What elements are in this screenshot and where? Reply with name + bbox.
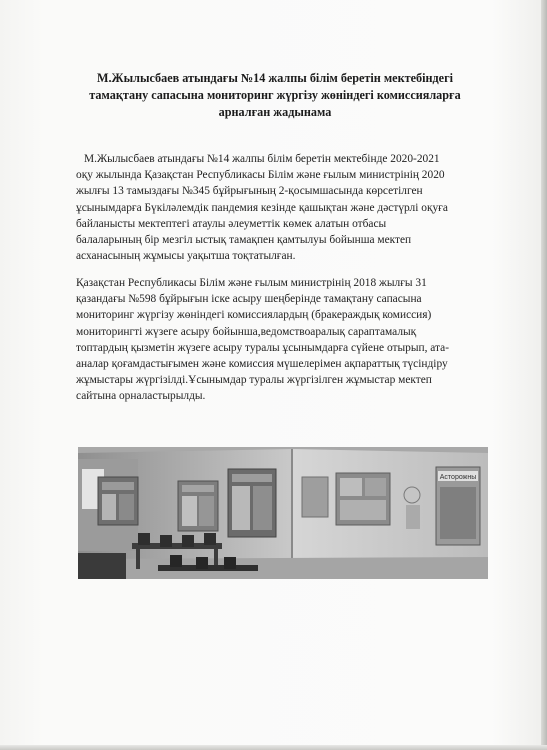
document-title [70,70,480,121]
title-line: арналған жадынама [218,105,332,119]
cafeteria-photo [78,447,488,579]
scan-edge-right [541,0,547,750]
text-line: балаларының бір мезгіл ыстық тамақпен қамтылуы бойынша мектеп [76,234,412,247]
text-line: мониторингті жүзеге асыру бойынша,ведомствоаралық сараптамалық [76,325,417,338]
scan-edge-bottom [0,745,547,750]
text-line: ұсынымдарға Бүкіләлемдік пандемия кезінде қашықтан және дәстүрлі оқуға [76,201,448,214]
text-line: топтардың қызметін жүзеге асыру туралы ұсынымдарға сүйене отырып, ата- [76,341,449,354]
text-line: Қазақстан Республикасы Білім және ғылым министрінің 2018 жылғы 31 [76,277,427,289]
cafeteria-photo-image [78,447,488,579]
paragraph-2 [76,275,449,405]
text-line: қазандағы №598 бұйрығын іске асыру шеңберінде тамақтану сапасына [76,293,422,306]
poster-text: Асторожны [439,474,477,481]
text-line: байланысты мектептегі атаулы әлеуметтік көмек алатын отбасы [76,217,387,230]
text-line: М.Жылысбаев атындағы №14 жалпы білім беретін мектебінде 2020-2021 [84,153,440,165]
text-line: сайтына орналастырылды. [76,390,206,403]
title-line: тамақтану сапасына мониторинг жүргізу жөніндегі комиссияларға [89,88,461,102]
text-line: оқу жылында Қазақстан Республикасы Білім және ғылым министрінің 2020 [76,169,445,182]
paragraph-1 [76,151,448,264]
text-line: жылғы 13 тамыздағы №345 бұйрығының 2-қосымшасында көрсетілген [76,185,423,198]
text-line: асханасының жұмысы уақытша тоқтатылған. [76,250,296,263]
title-line: М.Жылысбаев атындағы №14 жалпы білім беретін мектебіндегі [96,71,453,85]
text-line: жұмыстары жүргізілді.Ұсынымдар туралы жүргізілген жұмыстар мектеп [76,374,432,387]
text-line: аналар қоғамдастығымен және комиссия мүшелерімен ақпараттық түсіндіру [76,358,448,371]
text-line: мониторинг жүргізу жөніндегі комиссиялардың (бракераждық комиссия) [76,309,432,322]
